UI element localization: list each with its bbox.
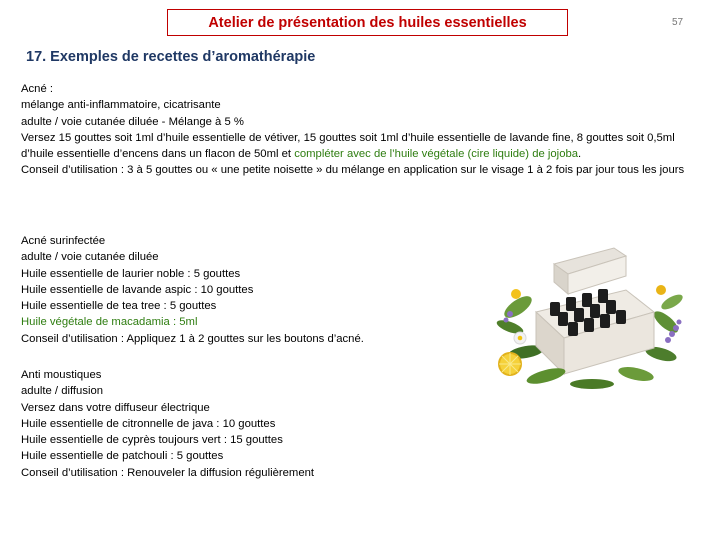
recipe-highlight: Huile végétale de macadamia : 5ml [21,316,198,329]
recipe-instructions-end: . [578,148,582,161]
recipe-acne [21,81,701,179]
recipe-line: adulte / voie cutanée diluée [21,251,159,264]
recipe-highlight: compléter avec de l’huile végétale (cire liquide) de jojoba [294,148,579,161]
page-number: 57 [672,17,684,28]
recipe-acne-infected [21,233,441,347]
recipe-line: Huile essentielle de tea tree : 5 gouttes [21,300,217,313]
recipe-instructions [21,130,701,163]
recipe-title: Acné : [21,83,54,95]
recipe-advice: Conseil d’utilisation : Renouveler la diffusion régulièrement [21,466,315,479]
recipe-anti-mosquito [21,367,441,481]
recipe-line: Huile essentielle de citronnelle de java : 10 gouttes [21,417,276,430]
title-box [167,9,568,36]
recipe-line: mélange anti-inflammatoire, cicatrisante [21,99,221,112]
essential-oil-box-illustration [496,242,686,392]
section-heading: 17. Exemples de recettes d’aromathérapie [26,49,316,65]
recipe-line: Huile essentielle de lavande aspic : 10 gouttes [21,283,254,296]
recipe-title: Anti moustiques [21,369,102,381]
recipe-line: Versez dans votre diffuseur électrique [21,401,210,414]
recipe-instructions-text: Versez 15 gouttes soit 1ml d’huile essentielle de vétiver, 15 gouttes soit 1ml d’huile essentielle de lavande fine, 8 gouttes soit 0,5ml d’huile essentielle d’encens dans un flacon de 50ml et [21,131,675,161]
recipe-line: Huile essentielle de cyprès toujours vert : 15 gouttes [21,434,283,447]
recipe-line: Huile essentielle de laurier noble : 5 gouttes [21,267,241,280]
recipe-line: adulte / voie cutanée diluée - Mélange à 5 % [21,115,244,128]
recipe-line: Huile essentielle de patchouli : 5 gouttes [21,450,224,463]
recipe-line: adulte / diffusion [21,385,104,398]
recipe-advice: Conseil d’utilisation : Appliquez 1 à 2 gouttes sur les boutons d’acné. [21,332,364,345]
recipe-advice: Conseil d’utilisation : 3 à 5 gouttes ou « une petite noisette » du mélange en application sur le visage 1 à 2 fois par jour tous les jours [21,164,685,177]
page-title: Atelier de présentation des huiles essentielles [208,14,527,31]
recipe-title: Acné surinfectée [21,235,106,247]
